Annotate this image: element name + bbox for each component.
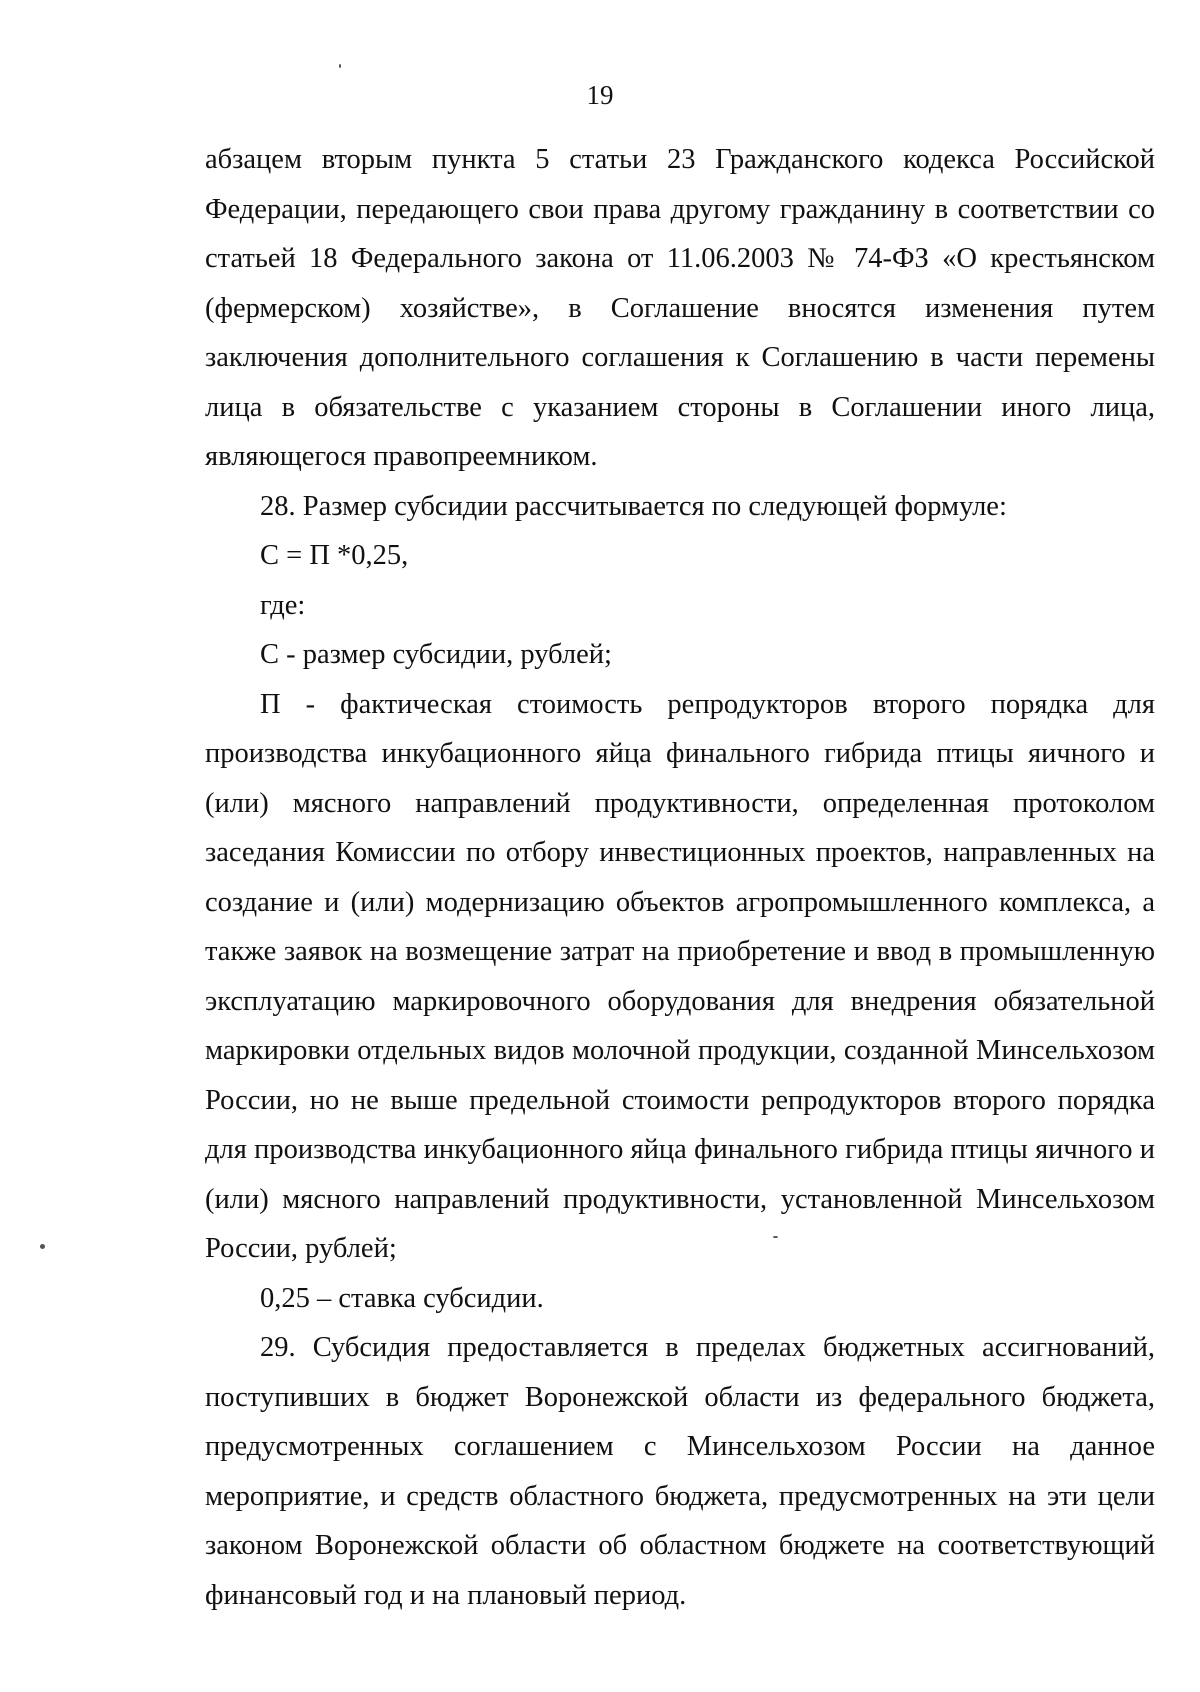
paragraph-29: 29. Субсидия предоставляется в пределах бюджетных ассигнований, поступивших в бюджет Воронежской области из федерального бюджета, предусмотренных соглашением с Минсельхозом России на данное мероприятие, и средств областного бюджета, предусмотренных на эти цели законом Воронежской области об областном бюджете на соответствующий финансовый год и на плановый период. xyxy=(205,1332,1155,1611)
paragraph-28: 28. Размер субсидии рассчитывается по следующей формуле: xyxy=(260,490,1007,522)
definition-c: С - размер субсидии, рублей; xyxy=(260,639,612,670)
paragraph-continuation: абзацем вторым пункта 5 статьи 23 Гражданского кодекса Российской Федерации, передающего свои права другому гражданину в соответствии со статьей 18 Федерального закона от 11.06.2003 № 74-ФЗ «О крестьянском (фермерском) хозяйстве», в Соглашение вносятся изменения путем заключения дополнительного соглашения к Соглашению в части перемены лица в обязательстве с указанием стороны в Соглашении иного лица, являющегося правопреемником. xyxy=(205,144,1155,472)
scan-speck xyxy=(339,64,341,68)
subsidy-formula: С = П *0,25, xyxy=(260,540,409,571)
document-body xyxy=(205,135,1155,1620)
definition-p: П - фактическая стоимость репродукторов второго порядка для производства инкубационного яйца финального гибрида птицы яичного и (или) мясного направлений продуктивности, определенная протоколом заседания Комиссии по отбору инвестиционных проектов, направленных на создание и (или) модернизацию объектов агропромышленного комплекса, а также заявок на возмещение затрат на приобретение и ввод в промышленную эксплуатацию маркировочного оборудования для внедрения обязательной маркировки отдельных видов молочной продукции, созданной Минсельхозом России, но не выше предельной стоимости репродукторов второго порядка для производства инкубационного яйца финального гибрида птицы яичного и (или) мясного направлений продуктивности, установленной Минсельхозом России, рублей; xyxy=(205,688,1155,1264)
page-number: 19 xyxy=(586,80,614,110)
scan-speck xyxy=(40,1244,45,1249)
scan-speck xyxy=(773,1236,778,1238)
definition-rate: 0,25 – ставка субсидии. xyxy=(260,1282,544,1314)
formula-where-label: где: xyxy=(260,589,306,621)
